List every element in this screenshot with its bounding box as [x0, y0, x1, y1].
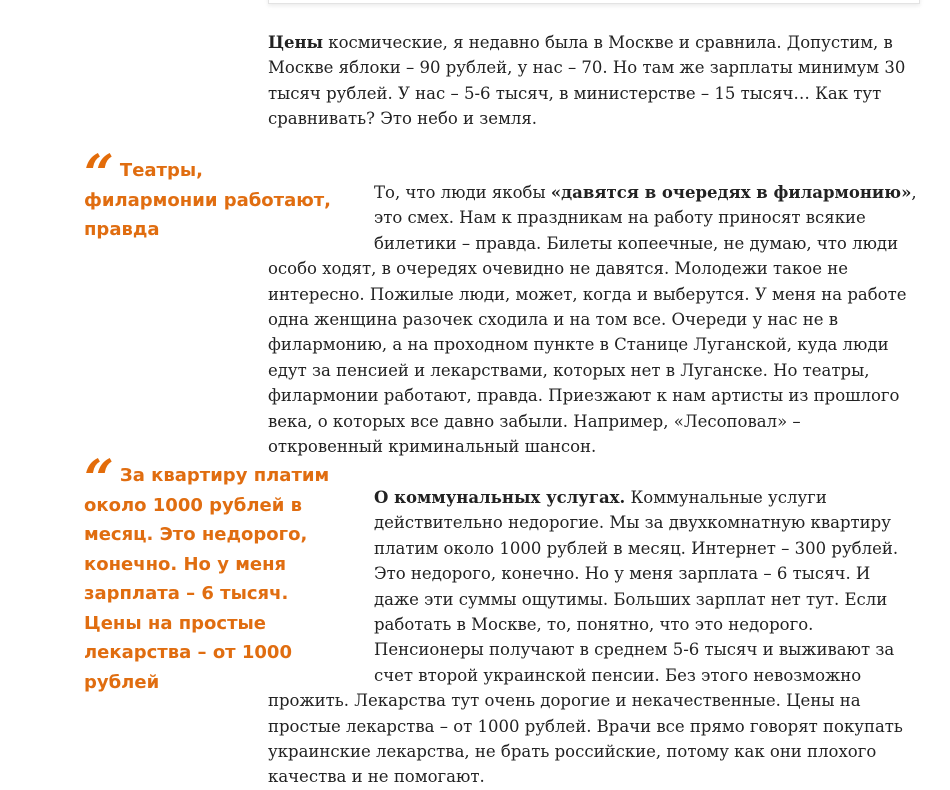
pullquote-rent-text: За квартиру платим около 1000 рублей в месяц. Это недорого, конечно. Но у меня зарплата – 6 тысяч. Цены на простые лекарства – от 1000 рублей — [84, 465, 330, 693]
paragraph-prices-lead: Цены — [268, 33, 324, 52]
paragraph-philharmonic-before: То, что люди якобы — [374, 183, 551, 202]
quote-mark-icon: “ — [84, 144, 114, 205]
quote-mark-icon: “ — [84, 449, 114, 510]
paragraph-utilities — [268, 485, 920, 790]
previous-card-edge — [268, 0, 920, 4]
paragraph-philharmonic-after: , это смех. Нам к праздникам на работу приносят всякие билетики – правда. Билеты копеечные, не думаю, что люди особо ходят, в очередях очевидно не давятся. Молодежи такое не интересно. Пожилые люди, может, когда и выберутся. У меня на работе одна женщина разочек сходила и на том все. Очереди у нас не в филармонию, а на проходном пункте в Станице Луганской, куда люди едут за пенсией и лекарствами, которых нет в Луганске. Но театры, филармонии работают, правда. Приезжают к нам артисты из прошлого века, о которых все давно забыли. Например, «Лесоповал» – откровенный криминальный шансон. — [268, 183, 917, 457]
paragraph-prices — [268, 30, 920, 132]
paragraph-utilities-text: Коммунальные услуги действительно недорогие. Мы за двухкомнатную квартиру платим около 1000 рублей в месяц. Интернет – 300 рублей. Это недорого, конечно. Но у меня зарплата – 6 тысяч. И даже эти суммы ощутимы. Больших зарплат нет тут. Если работать в Москве, то, понятно, что это недорого. Пенсионеры получают в среднем 5-6 тысяч и выживают за счет второй украинской пенсии. Без этого невозможно прожить. Лекарства тут очень дорогие и некачественные. Цены на простые лекарства – от 1000 рублей. Врачи все прямо говорят покупать украинские лекарства, не брать российские, потому как они плохого качества и не помогают. — [268, 488, 903, 787]
pullquote-theatres-text: Театры, филармонии работают, правда — [84, 160, 332, 240]
paragraph-philharmonic — [268, 180, 920, 459]
paragraph-prices-text: космические, я недавно была в Москве и сравнила. Допустим, в Москве яблоки – 90 рублей, у нас – 70. Но там же зарплаты минимум 30 тысяч рублей. У нас – 5-6 тысяч, в министерстве – 15 тысяч… Как тут сравнивать? Это небо и земля. — [268, 33, 906, 129]
paragraph-utilities-lead: О коммунальных услугах. — [374, 488, 626, 507]
paragraph-philharmonic-bold: «давятся в очередях в филармонию» — [550, 183, 912, 202]
